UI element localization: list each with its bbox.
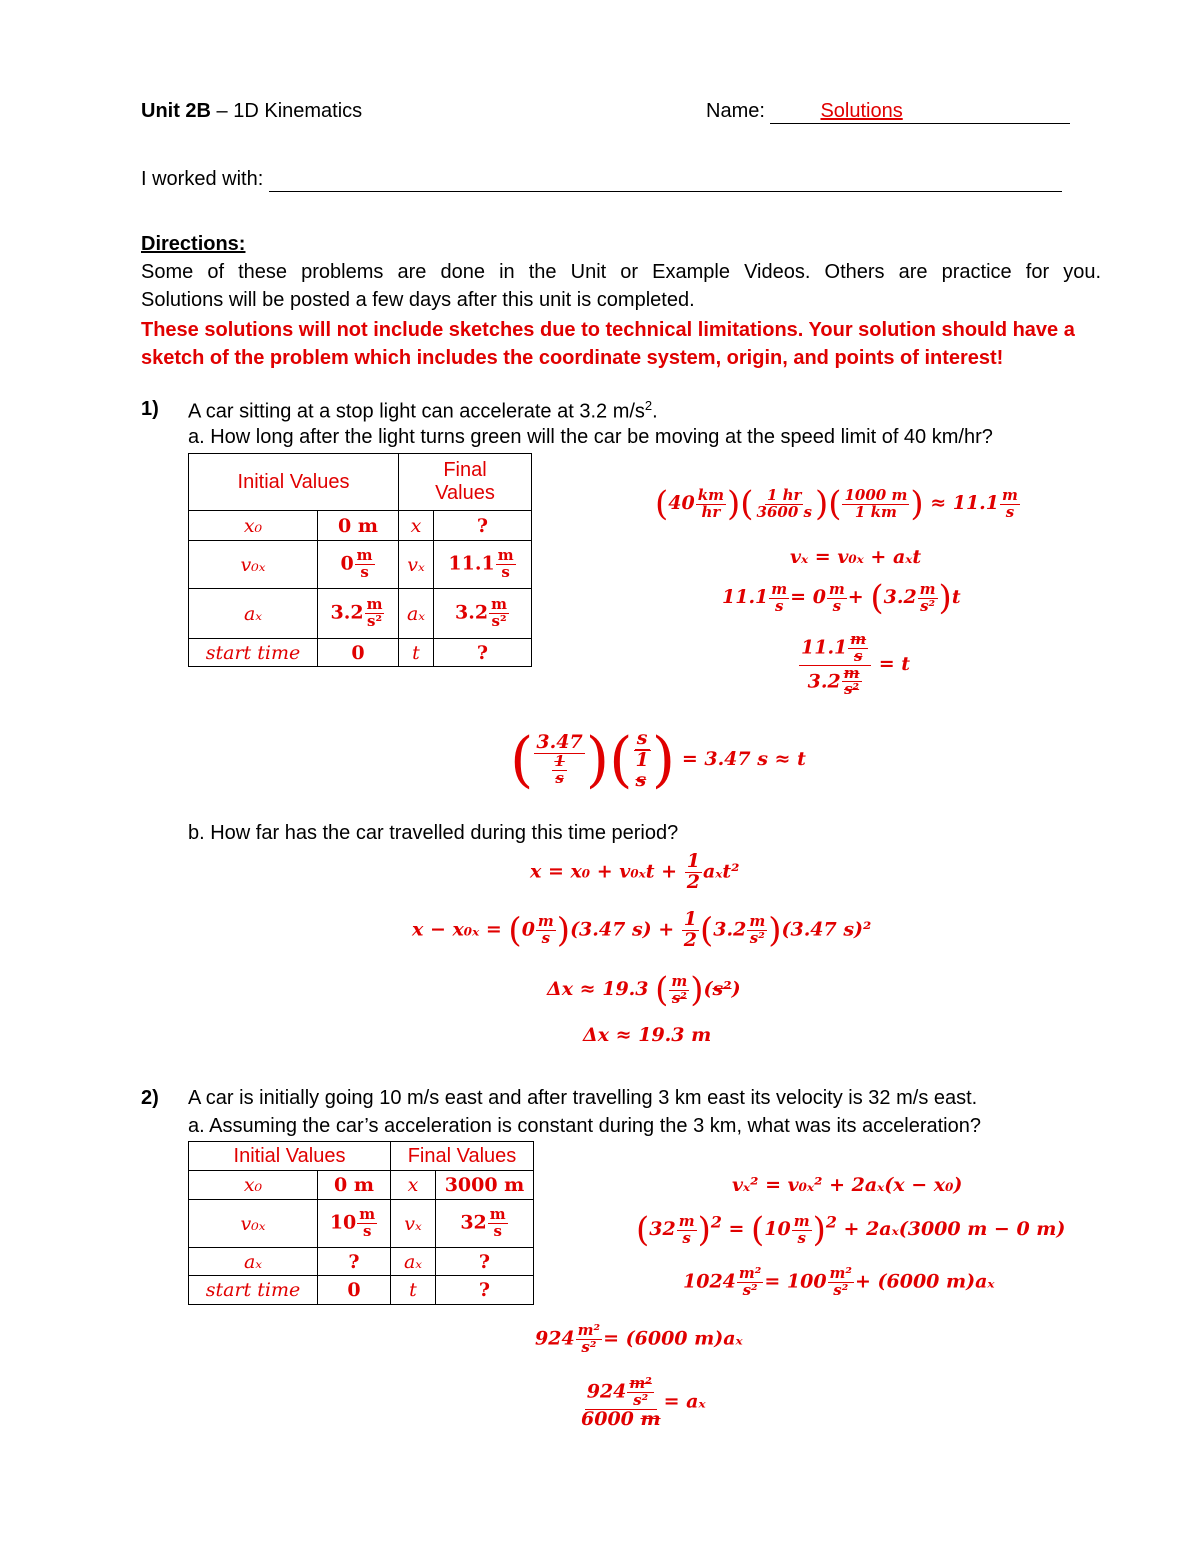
table2-ax0-label: aₓ xyxy=(189,1248,318,1276)
table1-vx-num: m xyxy=(497,546,514,565)
table1-ax0-number: 3.2 xyxy=(330,601,364,624)
problem1-values-table xyxy=(188,453,532,667)
eq-position-end: aₓt² xyxy=(702,860,740,883)
unit-title xyxy=(141,100,362,123)
table2-v0x-number: 10 xyxy=(329,1211,357,1234)
table2-v0x-num: m xyxy=(359,1205,376,1224)
eq-substitution: 11.1 $\frac{m}{s}$ = 0 $\frac{m}{s}$ + (3.2 $\frac{m}{\text{s²}}$ )t xyxy=(722,578,961,618)
table1-ax0-value xyxy=(318,589,399,639)
eq-result-text: = 3.47 s ≈ t xyxy=(681,748,806,770)
eq-velocity-squared: vₓ² = v₀ₓ² + 2aₓ(x − x₀) xyxy=(732,1174,963,1196)
problem1-part-a: a. How long after the light turns green will the car be moving at the speed limit of 40 km/hr? xyxy=(188,426,993,448)
table1-v0x-number: 0 xyxy=(340,552,354,575)
eq-solve-a-end: = aₓ xyxy=(663,1390,706,1413)
eq-delta-x-text: Δx ≈ 19.3 xyxy=(547,978,649,1000)
table1-ax0-label: aₓ xyxy=(189,589,318,639)
table2-x0-label: x₀ xyxy=(189,1171,318,1200)
eq-v2-end: + (6000 m)aₓ xyxy=(855,1270,995,1293)
table2-ax0-value: ? xyxy=(318,1248,391,1276)
table1-x0-label: x₀ xyxy=(189,511,318,541)
table2-vx-label: vₓ xyxy=(391,1200,436,1248)
table1-final-header-2: Values xyxy=(435,482,495,504)
table2-x-value: 3000 m xyxy=(436,1171,534,1200)
problem1-statement-end: . xyxy=(652,400,658,423)
directions-heading: Directions: xyxy=(141,233,246,255)
table1-ax-den: s² xyxy=(491,612,507,630)
table2-v0x-label: v₀ₓ xyxy=(189,1200,318,1248)
eq-position: x = x₀ + v₀ₓt + $\frac{1}{2}$ aₓt² xyxy=(530,850,740,893)
table1-vx-den: s xyxy=(501,563,510,581)
table2-t-label: t xyxy=(391,1276,436,1305)
eq-displacement: x − x₀ₓ = (0 $\frac{m}{s}$ )(3.47 s) + $\frac{1}{2}$ (3.2 $\frac{m}{\text{s²}}$ )(3.47 s)² xyxy=(412,908,872,951)
table1-v0x-label: v₀ₓ xyxy=(189,541,318,589)
table2-ax-value: ? xyxy=(436,1248,534,1276)
table1-ax-number: 3.2 xyxy=(455,601,489,624)
table1-final-header-1: Final xyxy=(443,459,487,481)
table1-x-label: x xyxy=(399,511,434,541)
directions-line2: Solutions will be posted a few days after this unit is completed. xyxy=(141,289,695,311)
eq-v2-sub-end: + 2aₓ(3000 m − 0 m) xyxy=(843,1218,1066,1240)
eq-isolate-a-end: = (6000 m)aₓ xyxy=(603,1327,743,1350)
table2-vx-number: 32 xyxy=(460,1211,487,1234)
unit-label: Unit 2B xyxy=(141,100,211,122)
table1-x0-value: 0 m xyxy=(318,511,399,541)
table2-initial-header: Initial Values xyxy=(189,1142,391,1171)
eq-unit-conversion: (40 $\frac{km}{hr}$ )( $\frac{1 hr}{3600 s}$ )( $\frac{1000 m}{1 km}$ ) ≈ 11.1 $\frac{m}{s}$ xyxy=(655,484,1018,524)
directions-warning2: sketch of the problem which includes the coordinate system, origin, and points of interest! xyxy=(141,347,1004,369)
table1-ax-num: m xyxy=(491,595,507,614)
table2-v0x-value xyxy=(318,1200,391,1248)
table1-ax-label: aₓ xyxy=(399,589,434,639)
worked-with-field xyxy=(141,168,1062,192)
worked-with-blank xyxy=(269,168,1062,192)
eq-kinematic: vₓ = v₀ₓ + aₓt xyxy=(790,546,922,568)
problem1-statement-text: A car sitting at a stop light can accelerate at 3.2 m/s xyxy=(188,400,645,423)
eq-delta-x-units: Δx ≈ 19.3 ( $\frac{m}{\text{s²}}$ )(s²) xyxy=(547,970,741,1010)
problem1-statement xyxy=(188,398,658,424)
problem2-part-a: a. Assuming the car’s acceleration is constant during the 3 km, what was its acceleration? xyxy=(188,1115,981,1137)
table1-ax-value xyxy=(434,589,532,639)
table2-vx-value xyxy=(436,1200,534,1248)
table2-final-header: Final Values xyxy=(391,1142,534,1171)
table2-ax-label: aₓ xyxy=(391,1248,436,1276)
table2-start-value: 0 xyxy=(318,1276,391,1305)
table1-v0x-value xyxy=(318,541,399,589)
table2-x-label: x xyxy=(391,1171,436,1200)
name-label: Name: xyxy=(706,100,765,122)
table1-t-value: ? xyxy=(434,639,532,667)
problem1-part-b: b. How far has the car travelled during this time period? xyxy=(188,822,679,844)
eq-v2-mid: = 100 xyxy=(764,1270,827,1293)
table1-vx-number: 11.1 xyxy=(448,552,495,575)
eq-position-text: x = x₀ + v₀ₓt + xyxy=(530,860,684,883)
eq-time-result: ( $\frac{3.47}{\frac{1}{s}}$ )( s 1 s ) = 3.47 s ≈ t xyxy=(510,725,806,795)
table1-vx-value xyxy=(434,541,532,589)
table2-start-label: start time xyxy=(189,1276,318,1305)
eq-displacement-text: x − x₀ₓ = xyxy=(412,918,509,941)
eq-solve-a: 924 $\frac{\text{m²}}{\text{s²}}$ 6000 m = aₓ xyxy=(581,1374,706,1430)
eq-conv-result: ≈ 11.1 xyxy=(930,492,1000,514)
table1-ax0-den: s² xyxy=(367,612,383,630)
table1-t-label: t xyxy=(399,639,434,667)
eq-sub-text: = 0 xyxy=(790,586,826,608)
table1-initial-header: Initial Values xyxy=(189,454,399,511)
table1-vx-label: vₓ xyxy=(399,541,434,589)
directions-line1: Some of these problems are done in the Unit or Example Videos. Others are practice for you. xyxy=(141,261,1101,283)
eq-solve-t: 11.1 $\frac{m}{s}$ 3.2 $\frac{m}{\text{s²}}$ = t xyxy=(801,630,911,699)
table1-ax0-num: m xyxy=(366,595,383,614)
name-blank xyxy=(770,100,1070,124)
eq-isolate-a: 924 $\frac{\text{m²}}{\text{s²}}$ = (6000 m)aₓ xyxy=(535,1321,743,1356)
eq-v2-substitution: (32 $\frac{m}{s}$ )$^2$ = (10 $\frac{m}{s}$ )$^2$ + 2aₓ(3000 m − 0 m) xyxy=(636,1210,1066,1250)
problem2-values-table xyxy=(188,1141,534,1305)
table1-start-value: 0 xyxy=(318,639,399,667)
directions-warning1: These solutions will not include sketches due to technical limitations. Your solution should have a xyxy=(141,319,1075,341)
table2-vx-num: m xyxy=(489,1205,506,1224)
name-field xyxy=(706,100,1070,124)
table2-x0-value: 0 m xyxy=(318,1171,391,1200)
name-value: Solutions xyxy=(820,100,903,122)
table1-start-label: start time xyxy=(189,639,318,667)
table1-v0x-num: m xyxy=(356,546,373,565)
table2-vx-den: s xyxy=(493,1222,502,1240)
table1-v0x-den: s xyxy=(360,563,369,581)
problem2-statement: A car is initially going 10 m/s east and after travelling 3 km east its velocity is 32 m/s east. xyxy=(188,1087,978,1109)
problem1-number: 1) xyxy=(141,398,159,420)
eq-v2-simplified: 1024 $\frac{\text{m²}}{\text{s²}}$ = 100 $\frac{\text{m²}}{\text{s²}}$ + (6000 m)aₓ xyxy=(683,1264,995,1299)
problem2-number: 2) xyxy=(141,1087,159,1109)
table1-x-value: ? xyxy=(434,511,532,541)
table2-t-value: ? xyxy=(436,1276,534,1305)
table2-v0x-den: s xyxy=(362,1222,372,1240)
problem1-statement-sup: 2 xyxy=(644,398,653,413)
eq-delta-x-result: Δx ≈ 19.3 m xyxy=(583,1024,712,1046)
worked-with-label: I worked with: xyxy=(141,168,264,190)
table1-final-header xyxy=(399,454,532,511)
unit-topic: – 1D Kinematics xyxy=(211,100,363,122)
